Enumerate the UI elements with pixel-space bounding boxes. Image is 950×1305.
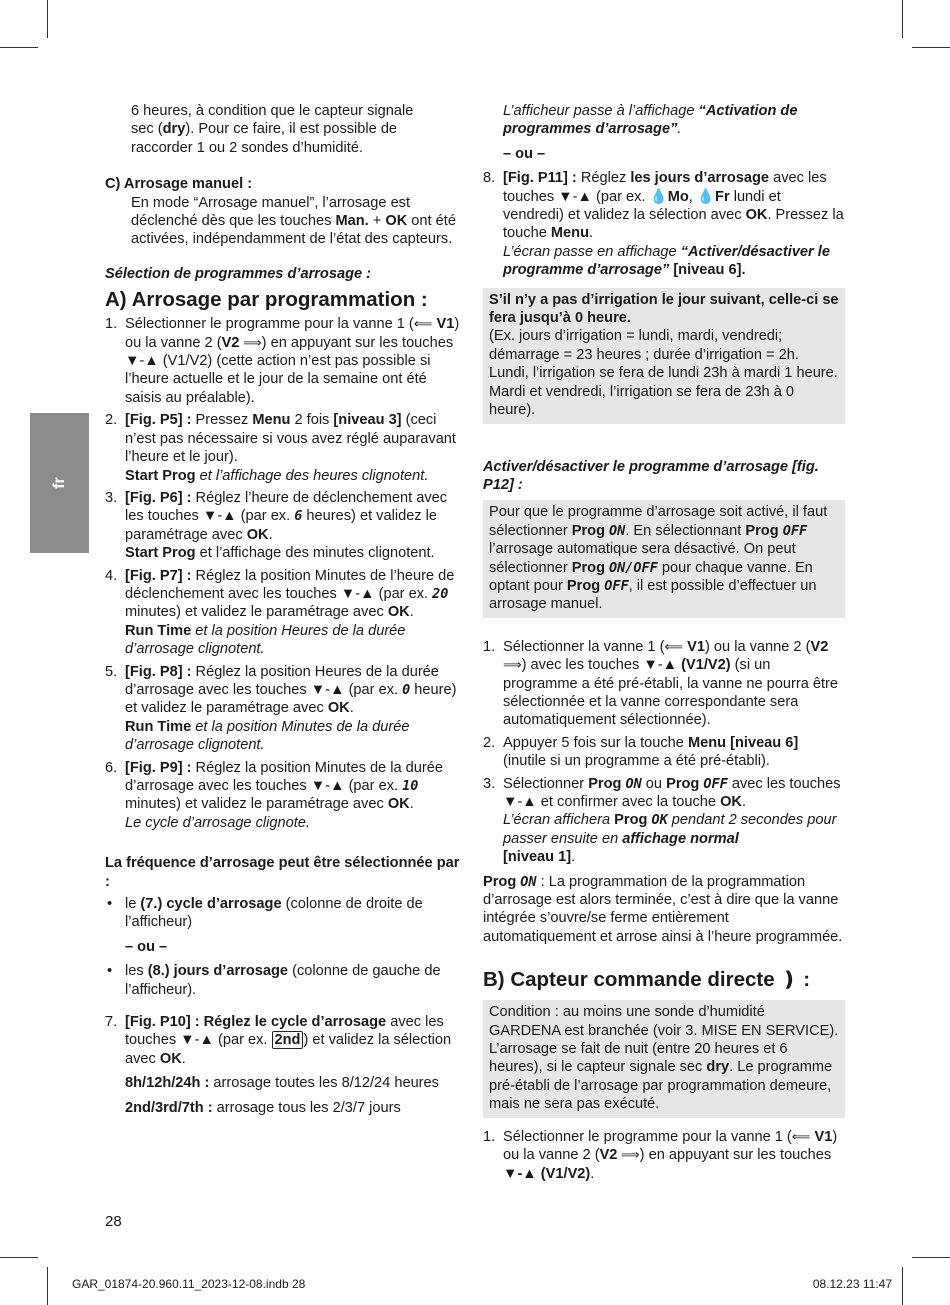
text: avec les touches ▼-▲ et confirmer avec la touche — [503, 775, 841, 810]
text: [Fig. P11] : — [503, 170, 577, 187]
arrow-right-icon: ⟹ — [239, 334, 262, 350]
lcd-value: OK — [651, 812, 668, 829]
text: Prog — [614, 812, 652, 829]
text: Mo — [667, 188, 689, 205]
text: . Le programme pré-établi de l’arrosage par programmation demeure, mais ne sera pas exécuté. — [489, 1059, 833, 1113]
text: ) et validez la sélection avec — [125, 1032, 452, 1067]
text: minutes) et validez le paramétrage avec — [125, 604, 388, 621]
text: ) en appuyant sur les touches — [639, 1147, 832, 1164]
text: ▼-▲ (V1/V2) — [503, 1165, 591, 1182]
note-sensor — [483, 1000, 845, 1117]
text: Réglez — [576, 170, 631, 187]
text: Prog — [666, 775, 704, 792]
text: L’écran passe en affichage — [503, 243, 681, 260]
step-b1 — [483, 1128, 845, 1183]
text: [Fig. P8] : — [125, 663, 192, 680]
text: L’afficheur passe à l’affichage — [503, 103, 699, 119]
text: [Fig. P6] : — [125, 489, 192, 506]
text: Réglez la position Minutes de l’heure de déclenchement avec les touches ▼-▲ (par ex. — [125, 567, 455, 602]
text: (8.) jours d’arrosage — [147, 963, 289, 980]
section-b-title: B) Capteur commande directe ❫ : — [483, 968, 811, 992]
text: [niveau 3] — [333, 412, 402, 429]
text: Start Prog — [125, 545, 196, 562]
bullet-days — [105, 962, 465, 999]
lcd-value: 6 — [294, 508, 303, 525]
text: OK — [720, 794, 742, 810]
text: Prog — [571, 559, 610, 576]
text: : La programmation de la programmation d’arrosage est alors terminée, c’est à dire que la vanne intégrée s’ouvre/se ferme entièrement automatiquement et arrose ainsi à l’heure programmée. — [483, 873, 843, 945]
crop-mark — [0, 1257, 38, 1258]
bullet-icon: • — [107, 896, 113, 913]
text: ou — [641, 775, 667, 792]
text: Menu — [252, 412, 291, 429]
text: Pressez — [191, 412, 253, 429]
text: . — [409, 796, 414, 813]
text: 8h/12h/24h : — [125, 1075, 210, 1092]
text: pour chaque vanne. En optant pour — [489, 559, 813, 594]
text: Fr — [715, 188, 730, 205]
text: “Activation de programmes d’arrosage” — [503, 103, 798, 138]
step-1 — [105, 315, 465, 407]
note-irrigation — [483, 288, 845, 424]
step-number: 7. — [105, 1014, 118, 1031]
text: Man. — [335, 213, 369, 230]
text: . — [741, 794, 747, 810]
text: [niveau 1] — [503, 849, 572, 866]
text: ) en appuyant sur les touches ▼-▲ (V1/V2) (cette action n’est pas possible si l’heure actuelle et le jour de la semaine ont été saisis au préalable). — [125, 334, 454, 406]
text: + — [368, 213, 386, 230]
text: dry — [162, 121, 186, 138]
text: . — [571, 849, 576, 866]
text: . — [268, 526, 273, 543]
lcd-value: ON — [520, 873, 537, 890]
or-separator: – ou – — [503, 145, 546, 162]
page-number: 28 — [105, 1213, 122, 1230]
lcd-value: ON/OFF — [609, 559, 658, 576]
step-5 — [105, 663, 465, 755]
text: Menu [niveau 6] — [687, 734, 799, 751]
bullet-icon: • — [107, 963, 113, 980]
text: V2 — [599, 1147, 618, 1164]
arrow-right-icon: ⟹ — [503, 657, 522, 673]
text: . En sélectionnant — [625, 522, 746, 539]
text: avec les touches ▼-▲ (par ex. — [125, 1014, 444, 1049]
display-activation — [483, 102, 845, 139]
text: V2 — [810, 638, 829, 655]
text: affichage normal — [622, 830, 739, 847]
step-number: 3. — [105, 489, 118, 506]
step-2 — [105, 411, 465, 485]
text: ) avec les touches ▼-▲ — [521, 657, 682, 674]
text: Réglez l’heure de déclenchement avec les touches ▼-▲ (par ex. — [125, 489, 448, 525]
lcd-value: 20 — [432, 585, 449, 602]
step-number: 1. — [483, 1128, 496, 1145]
lcd-value: ON — [609, 522, 626, 539]
text: , — [688, 188, 697, 205]
text: (Ex. jours d’irrigation = lundi, mardi, vendredi; démarrage = 23 heures ; durée d’irrigation = 2h. Lundi, l’irrigation se fera de lundi 23h à mardi 1 heure. Mardi et vendredi, l’irrigation se fera de 23h à 0 heure). — [489, 328, 838, 419]
text: lundi et vendredi) et validez la sélection avec — [503, 188, 781, 224]
drop-icon: 💧 — [649, 188, 668, 205]
cycle-hours — [105, 1074, 465, 1092]
lcd-value: OFF — [782, 522, 808, 539]
crop-mark — [912, 47, 950, 48]
step-4 — [105, 567, 465, 659]
step-number: 2. — [483, 734, 496, 751]
text: ). Pour ce faire, il est possible de — [185, 121, 398, 138]
step-7 — [105, 1013, 465, 1068]
cycle-days — [105, 1099, 465, 1117]
text: Run Time — [125, 718, 192, 735]
text: Le cycle d’arrosage clignote. — [125, 814, 310, 831]
text: l’arrosage automatique sera désactivé. On peut sélectionner — [489, 541, 796, 576]
text: sec ( — [131, 121, 163, 138]
text: [Fig. P9] : — [125, 759, 192, 776]
text: [Fig. P5] : — [125, 412, 192, 429]
step-r3 — [483, 775, 845, 867]
text: Prog — [745, 522, 783, 539]
text: Prog — [571, 522, 610, 539]
step-8 — [483, 169, 845, 279]
lcd-value: OFF — [604, 577, 629, 594]
intro-paragraph — [105, 102, 465, 157]
text: Sélectionner le programme pour la vanne 1 ( — [125, 316, 414, 333]
text: . — [181, 1050, 186, 1067]
selection-heading: Sélection de programmes d’arrosage : — [105, 265, 372, 282]
text: 2 fois — [290, 412, 334, 429]
text: et l’affichage des minutes clignotent. — [195, 545, 435, 562]
text: . — [677, 121, 682, 138]
crop-mark — [0, 47, 38, 48]
lcd-value: ON — [625, 775, 642, 792]
text: le — [125, 896, 141, 913]
activate-heading: Activer/désactiver le programme d’arrosage [fig. P12] : — [483, 458, 819, 493]
text: [niveau 6]. — [669, 262, 746, 279]
arrow-right-icon: ⟹ — [617, 1147, 640, 1163]
text: Start Prog — [125, 467, 196, 484]
text: (colonne de gauche de l’afficheur). — [125, 963, 441, 998]
text: . — [349, 700, 354, 717]
text: V1 — [432, 316, 455, 333]
crop-mark — [902, 1267, 903, 1305]
text: raccorder 1 ou 2 sondes d’humidité. — [131, 139, 364, 156]
text: L’écran affichera — [503, 812, 615, 829]
step-number: 1. — [105, 316, 118, 333]
text: (V1/V2) — [681, 657, 731, 674]
text: V1 — [683, 638, 705, 655]
text: . — [590, 1165, 595, 1182]
text: Réglez la position Heures de la durée d’arrosage avec les touches ▼-▲ (par ex. — [125, 663, 439, 698]
step-number: 8. — [483, 170, 496, 187]
text: OK — [327, 700, 350, 717]
text: Pour que le programme d’arrosage soit activé, il faut sélectionner — [489, 504, 828, 539]
text: (si un programme a été pré-établi, la vanne ne pourra être sélectionnée et la vanne correspondante sera automatiquement sélectionnée). — [503, 657, 839, 729]
text: minutes) et validez le paramétrage avec — [125, 796, 388, 813]
text: V2 — [221, 334, 240, 351]
footer-left: GAR_01874-20.960.11_2023-12-08.indb 28 — [72, 1277, 306, 1291]
lcd-value: 10 — [402, 778, 419, 794]
text: OK — [387, 796, 410, 813]
text: S’il n’y a pas d’irrigation le jour suivant, celle-ci se fera jusqu’à 0 heure. — [489, 291, 839, 327]
text: [Fig. P7] : — [125, 567, 192, 584]
step-r1 — [483, 638, 845, 730]
arrow-left-icon: ⟸ — [413, 316, 433, 332]
text: Condition : au moins une sonde d’humidité GARDENA est branchée (voir 3. MISE EN SERVICE). L’arrosage se fait de nuit (entre 20 heures et 6 heures), si le capteur signale sec — [489, 1004, 839, 1076]
lcd-value: 0 — [402, 681, 411, 698]
frequency-heading: La fréquence d’arrosage peut être sélectionnée par : — [105, 855, 460, 890]
crop-mark — [912, 1257, 950, 1258]
text: Appuyer 5 fois sur la touche — [503, 734, 688, 751]
or-separator: – ou – — [125, 938, 168, 955]
prog-on-paragraph — [483, 873, 845, 947]
step-number: 4. — [105, 567, 118, 584]
text: OK — [385, 213, 408, 230]
text: Prog — [566, 577, 605, 594]
text: heure) et validez le paramétrage avec — [125, 681, 457, 717]
step-number: 3. — [483, 775, 496, 792]
text: . — [588, 225, 594, 242]
text: les — [125, 963, 148, 980]
text: “Activer/désactiver le programme d’arrosage” — [503, 243, 830, 279]
text: . Pressez la touche — [503, 207, 844, 242]
lcd-value: OFF — [703, 775, 728, 792]
text: Sélectionner — [503, 775, 589, 792]
text: et la position Heures de la durée d’arrosage clignotent. — [125, 622, 406, 658]
text: , il est possible d’effectuer un arrosage manuel. — [489, 577, 817, 613]
text: V1 — [810, 1128, 833, 1145]
text: ) ou la vanne 2 ( — [503, 1128, 838, 1164]
text: OK — [387, 604, 410, 621]
note-prog — [483, 500, 845, 617]
step-number: 2. — [105, 412, 118, 429]
crop-mark — [902, 0, 903, 38]
step-number: 5. — [105, 663, 118, 680]
text: arrosage tous les 2/3/7 jours — [212, 1099, 401, 1116]
arrow-left-icon: ⟸ — [791, 1128, 811, 1144]
lcd-value: 2nd — [272, 1031, 304, 1049]
step-3 — [105, 489, 465, 563]
text: Prog — [483, 873, 521, 890]
text: . — [409, 604, 414, 621]
text: OK — [745, 207, 768, 224]
text: Sélectionner le programme pour la vanne 1 ( — [503, 1128, 792, 1145]
text: En mode “Arrosage manuel”, l’arrosage est déclenché dès que les touches — [131, 194, 411, 230]
text: 2nd/3rd/7th : — [125, 1099, 213, 1116]
text: arrosage toutes les 8/12/24 heures — [209, 1075, 439, 1092]
text: (inutile si un programme a été pré-établi). — [503, 753, 770, 770]
text: (7.) cycle d’arrosage — [140, 896, 282, 913]
text: (ceci n’est pas nécessaire si vous avez réglé auparavant l’heure et le jour). — [125, 412, 456, 466]
text: Réglez la position Minutes de la durée d’arrosage avec les touches ▼-▲ (par ex. — [125, 759, 443, 794]
text: dry — [706, 1059, 730, 1076]
language-tab-label: fr — [50, 477, 68, 489]
text: les jours d’arrosage — [630, 170, 770, 187]
text: et la position Minutes de la durée d’arrosage clignotent. — [125, 718, 410, 754]
text: Prog — [588, 775, 626, 792]
text: OK — [246, 526, 269, 543]
language-tab — [30, 413, 89, 553]
drop-icon: 💧 — [696, 188, 716, 205]
text: 6 heures, à condition que le capteur signale — [131, 103, 414, 119]
step-number: 1. — [483, 638, 496, 655]
section-c-title: C) Arrosage manuel : — [105, 176, 253, 193]
text: ) ou la vanne 2 ( — [705, 638, 811, 655]
left-column — [105, 102, 465, 1117]
text: (colonne de droite de l’afficheur) — [125, 896, 423, 931]
text: pendant 2 secondes pour passer ensuite en — [503, 812, 837, 847]
text: et l’affichage des heures clignotent. — [195, 467, 429, 484]
text: avec les touches ▼-▲ (par ex. — [503, 170, 827, 205]
text: OK — [159, 1050, 182, 1067]
section-c-body — [105, 194, 465, 249]
text: [Fig. P10] : Réglez le cycle d’arrosage — [125, 1014, 387, 1031]
step-r2 — [483, 734, 845, 771]
text: ) ou la vanne 2 ( — [125, 316, 460, 351]
bullet-cycle — [105, 895, 465, 932]
crop-mark — [47, 0, 48, 38]
step-6 — [105, 759, 465, 833]
section-a-title: A) Arrosage par programmation : — [105, 288, 428, 312]
text: heures) et validez le paramétrage avec — [125, 508, 438, 543]
text: Menu — [550, 225, 589, 242]
text: ont été activées, indépendamment de l’état des capteurs. — [131, 213, 456, 248]
step-number: 6. — [105, 759, 118, 776]
arrow-left-icon: ⟸ — [664, 638, 684, 654]
crop-mark — [47, 1267, 48, 1305]
right-column — [483, 102, 845, 1183]
footer-right: 08.12.23 11:47 — [812, 1277, 892, 1291]
text: Sélectionner la vanne 1 ( — [503, 638, 665, 655]
text: Run Time — [125, 622, 192, 639]
